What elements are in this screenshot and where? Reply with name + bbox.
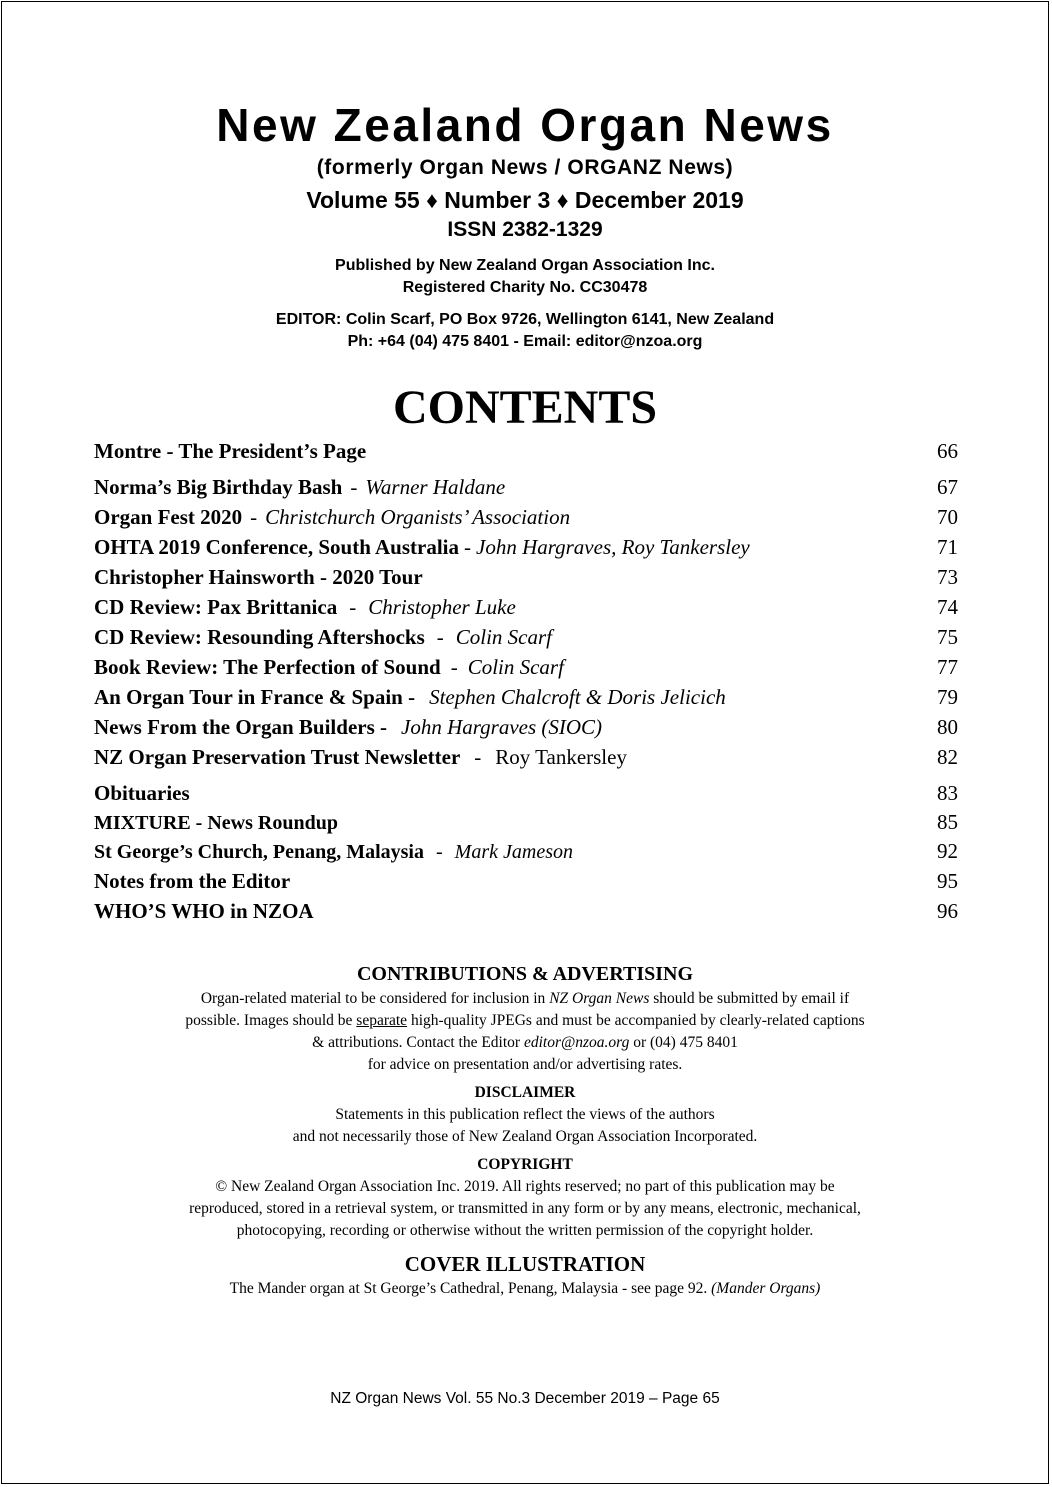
toc-title: Obituaries [94, 781, 190, 805]
toc-title: NZ Organ Preservation Trust Newsletter [94, 745, 461, 769]
cover-credit: (Mander Organs) [711, 1280, 821, 1297]
toc-page: 79 [937, 685, 958, 709]
text-run: separate [356, 1012, 408, 1029]
toc-page: 83 [937, 781, 958, 805]
contributions-line: for advice on presentation and/or advertising rates. [367, 1056, 683, 1073]
toc-title: CD Review: Pax Brittanica [94, 595, 338, 619]
toc-author: John Hargraves, Roy Tankersley [476, 535, 750, 559]
toc-author: Christchurch Organists’ Association [265, 505, 571, 529]
toc-title: MIXTURE - News Roundup [94, 812, 338, 834]
contributions-heading: CONTRIBUTIONS & ADVERTISING [356, 963, 694, 985]
contributions-line [72, 1032, 978, 1054]
toc-row [94, 837, 958, 866]
toc-row [94, 866, 958, 896]
text-run: possible. Images should be [185, 1012, 357, 1029]
toc-title: Organ Fest 2020 [94, 505, 243, 529]
toc-title: News From the Organ Builders - [94, 715, 388, 739]
toc-row [94, 896, 958, 926]
page-footer: NZ Organ News Vol. 55 No.3 December 2019 – Page 65 [330, 1390, 720, 1407]
cover-heading: COVER ILLUSTRATION [404, 1252, 646, 1276]
toc-row [94, 532, 958, 562]
publication-title: New Zealand Organ News [216, 99, 834, 151]
toc-title: OHTA 2019 Conference, South Australia [94, 535, 459, 559]
toc-page: 71 [937, 535, 958, 559]
toc-title: WHO’S WHO in NZOA [94, 899, 314, 923]
toc-separator: - [450, 655, 458, 679]
copyright-line: © New Zealand Organ Association Inc. 2019. All rights reserved; no part of this publication may be [215, 1178, 835, 1195]
notes-section [72, 960, 978, 1300]
toc-row [94, 436, 958, 466]
toc-row [94, 682, 958, 712]
toc-separator: - [436, 841, 443, 863]
toc-title: Norma’s Big Birthday Bash [94, 475, 343, 499]
toc-title: An Organ Tour in France & Spain - [94, 685, 416, 709]
text-run: NZ Organ News [549, 990, 650, 1007]
toc-row [94, 592, 958, 622]
contributions-line [72, 1010, 978, 1032]
toc-author: Warner Haldane [365, 475, 506, 499]
toc-title: Christopher Hainsworth - 2020 Tour [94, 565, 423, 589]
issn: ISSN 2382-1329 [447, 218, 603, 241]
toc-author: Colin Scarf [467, 655, 564, 679]
toc-separator: - [250, 505, 258, 529]
text-run: high-quality JPEGs and must be accompanied by clearly-related captions [407, 1012, 865, 1029]
disclaimer-line: and not necessarily those of New Zealand Organ Association Incorporated. [292, 1128, 758, 1145]
toc-author: Stephen Chalcroft & Doris Jelicich [429, 685, 726, 709]
toc-title: Book Review: The Perfection of Sound [94, 655, 441, 679]
toc-author: Christopher Luke [368, 595, 516, 619]
toc-separator: - [349, 595, 357, 619]
text-run: or (04) 475 8401 [629, 1034, 738, 1051]
toc-row [94, 712, 958, 742]
contact-line: Ph: +64 (04) 475 8401 - Email: editor@nzoa.org [347, 333, 703, 350]
toc-page: 75 [937, 625, 958, 649]
toc-title: Montre - The President’s Page [94, 439, 367, 463]
copyright-heading: COPYRIGHT [477, 1156, 573, 1173]
text-run: should be submitted by email if [649, 990, 850, 1007]
toc-row [94, 562, 958, 592]
contents-heading: CONTENTS [392, 381, 658, 434]
toc-row [94, 502, 958, 532]
publisher-line: Published by New Zealand Organ Association Inc. [335, 257, 715, 274]
toc-page: 96 [937, 899, 958, 923]
toc-row [94, 652, 958, 682]
toc-page: 92 [937, 839, 958, 863]
editor-email: editor@nzoa.org [523, 1034, 630, 1051]
toc-row [94, 808, 958, 837]
toc-author: Roy Tankersley [495, 745, 627, 769]
toc-separator: - [436, 625, 444, 649]
toc-row [94, 472, 958, 502]
toc-row [94, 742, 958, 772]
toc-page: 74 [937, 595, 958, 619]
toc-author: John Hargraves (SIOC) [401, 715, 603, 739]
cover-line [72, 1278, 978, 1300]
toc-page: 80 [937, 715, 958, 739]
toc-author: Colin Scarf [455, 625, 553, 649]
table-of-contents [94, 436, 958, 926]
text-run: The Mander organ at St George’s Cathedral, Penang, Malaysia - see page 92. [229, 1280, 712, 1297]
toc-page: 73 [937, 565, 958, 589]
toc-separator: - [464, 535, 471, 559]
toc-separator: - [474, 745, 482, 769]
toc-author: Mark Jameson [454, 841, 573, 863]
toc-page: 85 [937, 810, 958, 834]
volume-line: Volume 55 ♦ Number 3 ♦ December 2019 [306, 187, 744, 213]
masthead [2, 97, 1048, 353]
toc-title: St George’s Church, Penang, Malaysia [94, 841, 424, 863]
text-run: & attributions. Contact the Editor [312, 1034, 524, 1051]
disclaimer-line: Statements in this publication reflect the views of the authors [335, 1106, 715, 1123]
contributions-line [72, 988, 978, 1010]
disclaimer-heading: DISCLAIMER [474, 1084, 576, 1101]
toc-row [94, 778, 958, 808]
toc-page: 95 [937, 869, 958, 893]
toc-separator: - [350, 475, 358, 499]
toc-page: 70 [937, 505, 958, 529]
toc-title: CD Review: Resounding Aftershocks [94, 625, 425, 649]
text-run: Organ-related material to be considered for inclusion in [200, 990, 550, 1007]
copyright-line: reproduced, stored in a retrieval system, or transmitted in any form or by any means, electronic, mechanical, [189, 1200, 861, 1217]
charity-line: Registered Charity No. CC30478 [402, 279, 648, 296]
page [1, 1, 1049, 1484]
copyright-line: photocopying, recording or otherwise without the written permission of the copyright holder. [236, 1222, 814, 1239]
editor-line: EDITOR: Colin Scarf, PO Box 9726, Wellington 6141, New Zealand [275, 311, 775, 328]
toc-title: Notes from the Editor [94, 869, 291, 893]
publication-subtitle: (formerly Organ News / ORGANZ News) [316, 156, 734, 179]
contributions-text [72, 988, 978, 1076]
toc-row [94, 622, 958, 652]
toc-page: 66 [937, 439, 958, 463]
toc-page: 77 [937, 655, 958, 679]
toc-page: 82 [937, 745, 958, 769]
toc-page: 67 [937, 475, 958, 499]
